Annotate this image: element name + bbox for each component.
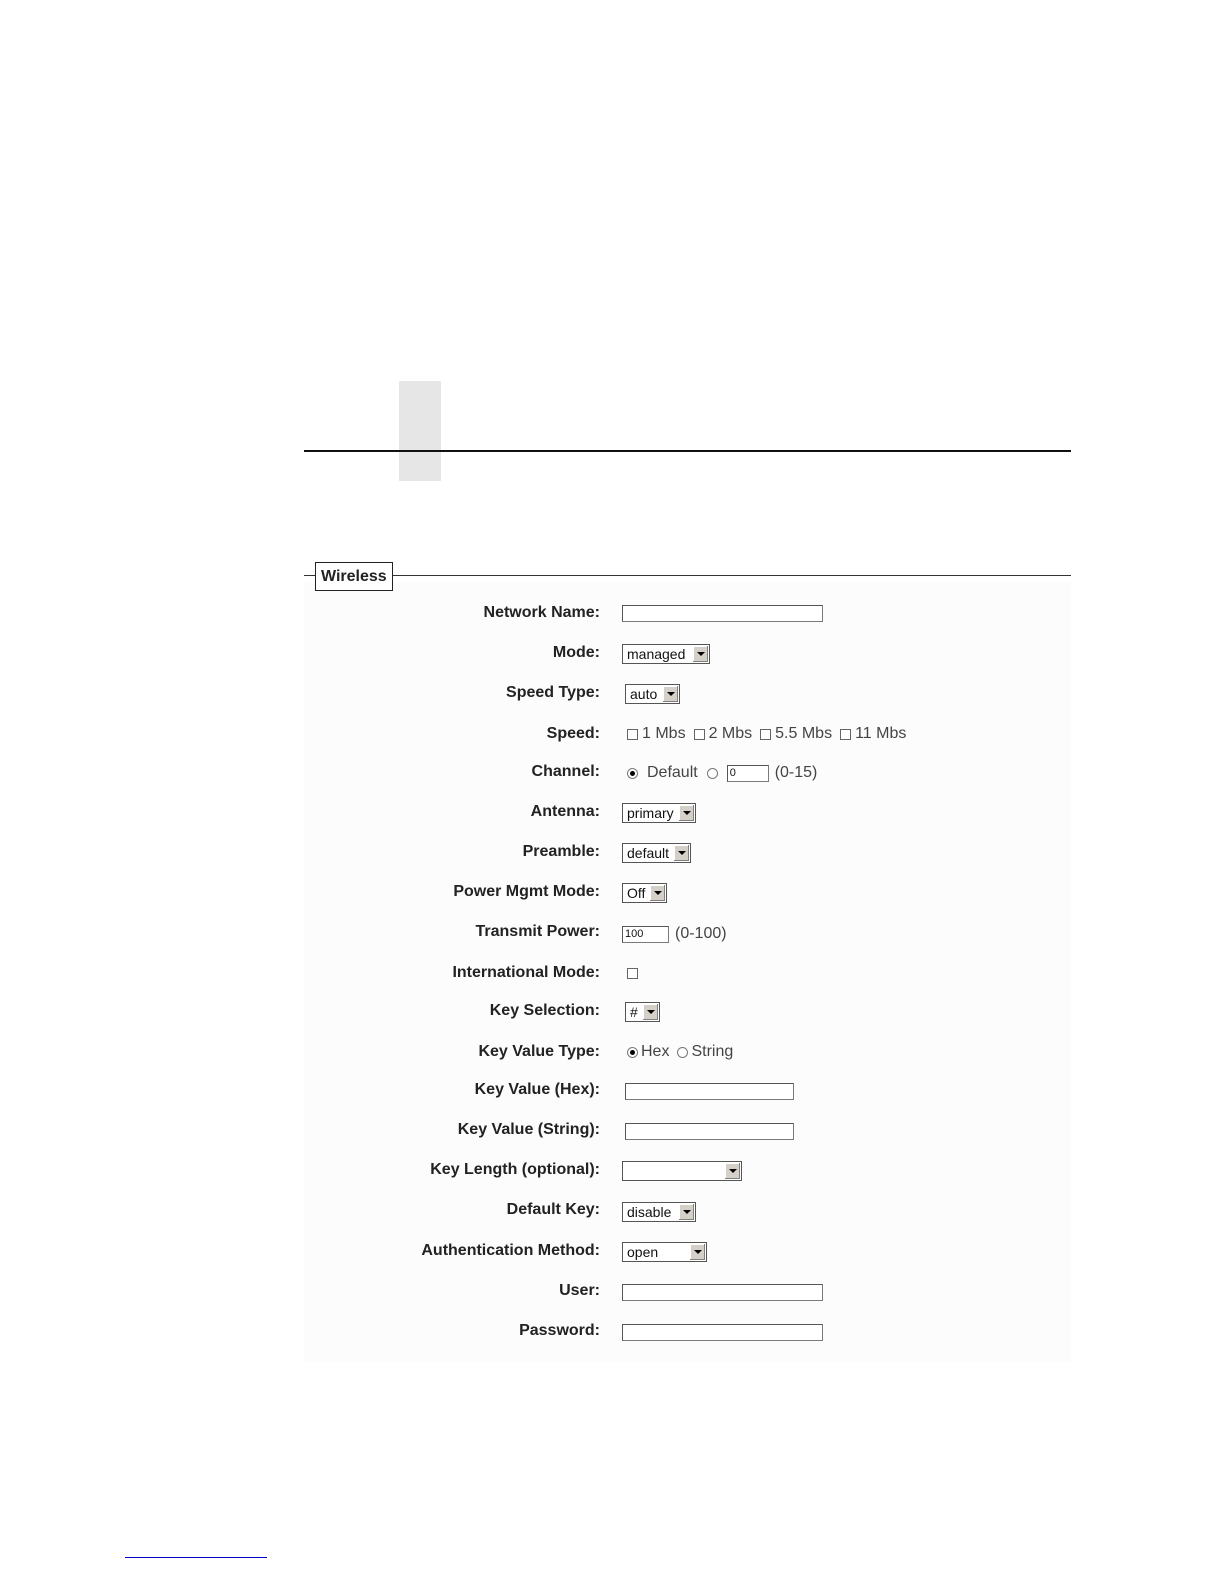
key-type-string-label: String xyxy=(691,1043,734,1060)
key-length-select[interactable] xyxy=(622,1161,742,1181)
channel-row xyxy=(627,763,817,783)
key-value-type-row xyxy=(627,1042,733,1062)
chevron-down-icon xyxy=(689,1244,705,1260)
channel-default-label: Default xyxy=(647,764,698,781)
key-length-row xyxy=(622,1161,742,1181)
key-selection-value: # xyxy=(630,1004,638,1020)
password-label: Password: xyxy=(519,1322,600,1339)
key-value-hex-row xyxy=(625,1081,794,1101)
speed-row xyxy=(627,724,914,744)
power-mgmt-label: Power Mgmt Mode: xyxy=(453,883,600,900)
channel-range: (0-15) xyxy=(774,764,818,781)
speed-label: Speed: xyxy=(546,725,600,742)
power-mgmt-select[interactable] xyxy=(622,883,667,903)
footer-link-underline xyxy=(125,1557,267,1558)
default-key-value: disable xyxy=(627,1204,672,1220)
chevron-down-icon xyxy=(692,646,708,662)
speed-11mbs-checkbox[interactable] xyxy=(840,729,851,740)
transmit-power-range: (0-100) xyxy=(675,925,727,942)
mode-select[interactable] xyxy=(622,644,710,664)
user-input[interactable] xyxy=(622,1284,823,1301)
speed-type-value: auto xyxy=(630,686,658,702)
transmit-power-row xyxy=(622,924,727,944)
antenna-value: primary xyxy=(627,805,674,821)
preamble-value: default xyxy=(627,845,670,861)
speed-1mbs-label: 1 Mbs xyxy=(642,725,686,742)
channel-input[interactable]: 0 xyxy=(727,765,769,782)
speed-11mbs-label: 11 Mbs xyxy=(855,725,907,742)
auth-method-label: Authentication Method: xyxy=(421,1242,600,1259)
key-value-string-label: Key Value (String): xyxy=(457,1121,600,1138)
key-length-label: Key Length (optional): xyxy=(430,1161,600,1178)
default-key-row xyxy=(622,1202,696,1222)
chevron-down-icon xyxy=(673,845,689,861)
chevron-down-icon xyxy=(662,686,678,702)
speed-type-select[interactable] xyxy=(625,684,680,704)
mode-label: Mode: xyxy=(552,644,600,661)
preamble-select[interactable] xyxy=(622,843,691,863)
header-rule xyxy=(304,450,1071,452)
antenna-row xyxy=(622,803,696,823)
password-input[interactable] xyxy=(622,1324,823,1341)
speed-5-5mbs-checkbox[interactable] xyxy=(760,729,771,740)
key-selection-label: Key Selection: xyxy=(489,1002,600,1019)
key-value-hex-input[interactable] xyxy=(625,1083,794,1100)
auth-method-row xyxy=(622,1242,707,1262)
auth-method-value: open xyxy=(627,1244,659,1260)
chevron-down-icon xyxy=(678,805,694,821)
key-value-type-label: Key Value Type: xyxy=(478,1043,600,1060)
key-type-hex-label: Hex xyxy=(641,1043,670,1060)
chevron-down-icon xyxy=(724,1163,740,1179)
power-mgmt-row xyxy=(622,883,667,903)
wireless-legend: Wireless xyxy=(315,562,393,591)
antenna-label: Antenna: xyxy=(530,803,600,820)
default-key-select[interactable] xyxy=(622,1202,696,1222)
chevron-down-icon xyxy=(678,1204,694,1220)
international-mode-row xyxy=(627,963,642,983)
speed-2mbs-checkbox[interactable] xyxy=(694,729,705,740)
power-mgmt-value: Off xyxy=(627,885,646,901)
channel-default-radio[interactable] xyxy=(627,768,638,779)
legend-line xyxy=(304,575,1071,576)
network-name-input[interactable] xyxy=(622,605,823,622)
speed-type-row xyxy=(625,684,680,704)
key-type-hex-radio[interactable] xyxy=(627,1047,638,1058)
speed-1mbs-checkbox[interactable] xyxy=(627,729,638,740)
speed-2mbs-label: 2 Mbs xyxy=(708,725,753,742)
speed-5-5mbs-label: 5.5 Mbs xyxy=(775,725,833,742)
default-key-label: Default Key: xyxy=(506,1201,600,1218)
channel-custom-radio[interactable] xyxy=(707,768,718,779)
channel-label: Channel: xyxy=(531,763,600,780)
mode-row xyxy=(622,644,710,664)
chevron-down-icon xyxy=(642,1004,658,1020)
international-mode-label: International Mode: xyxy=(452,964,600,981)
antenna-select[interactable] xyxy=(622,803,696,823)
network-name-row xyxy=(622,603,823,623)
network-name-label: Network Name: xyxy=(483,604,600,621)
key-value-string-row xyxy=(625,1121,794,1141)
preamble-label: Preamble: xyxy=(522,843,600,860)
international-mode-checkbox[interactable] xyxy=(627,968,638,979)
auth-method-select[interactable] xyxy=(622,1242,707,1262)
mode-value: managed xyxy=(627,646,686,662)
user-label: User: xyxy=(559,1282,600,1299)
key-value-hex-label: Key Value (Hex): xyxy=(474,1081,600,1098)
key-value-string-input[interactable] xyxy=(625,1123,794,1140)
chapter-tab xyxy=(399,381,441,481)
preamble-row xyxy=(622,843,691,863)
transmit-power-input[interactable]: 100 xyxy=(622,926,669,943)
password-row xyxy=(622,1322,823,1342)
key-selection-select[interactable] xyxy=(625,1002,660,1022)
speed-type-label: Speed Type: xyxy=(506,684,600,701)
user-row xyxy=(622,1282,823,1302)
chevron-down-icon xyxy=(649,885,665,901)
key-selection-row xyxy=(625,1002,660,1022)
key-type-string-radio[interactable] xyxy=(677,1047,688,1058)
transmit-power-label: Transmit Power: xyxy=(475,923,600,940)
